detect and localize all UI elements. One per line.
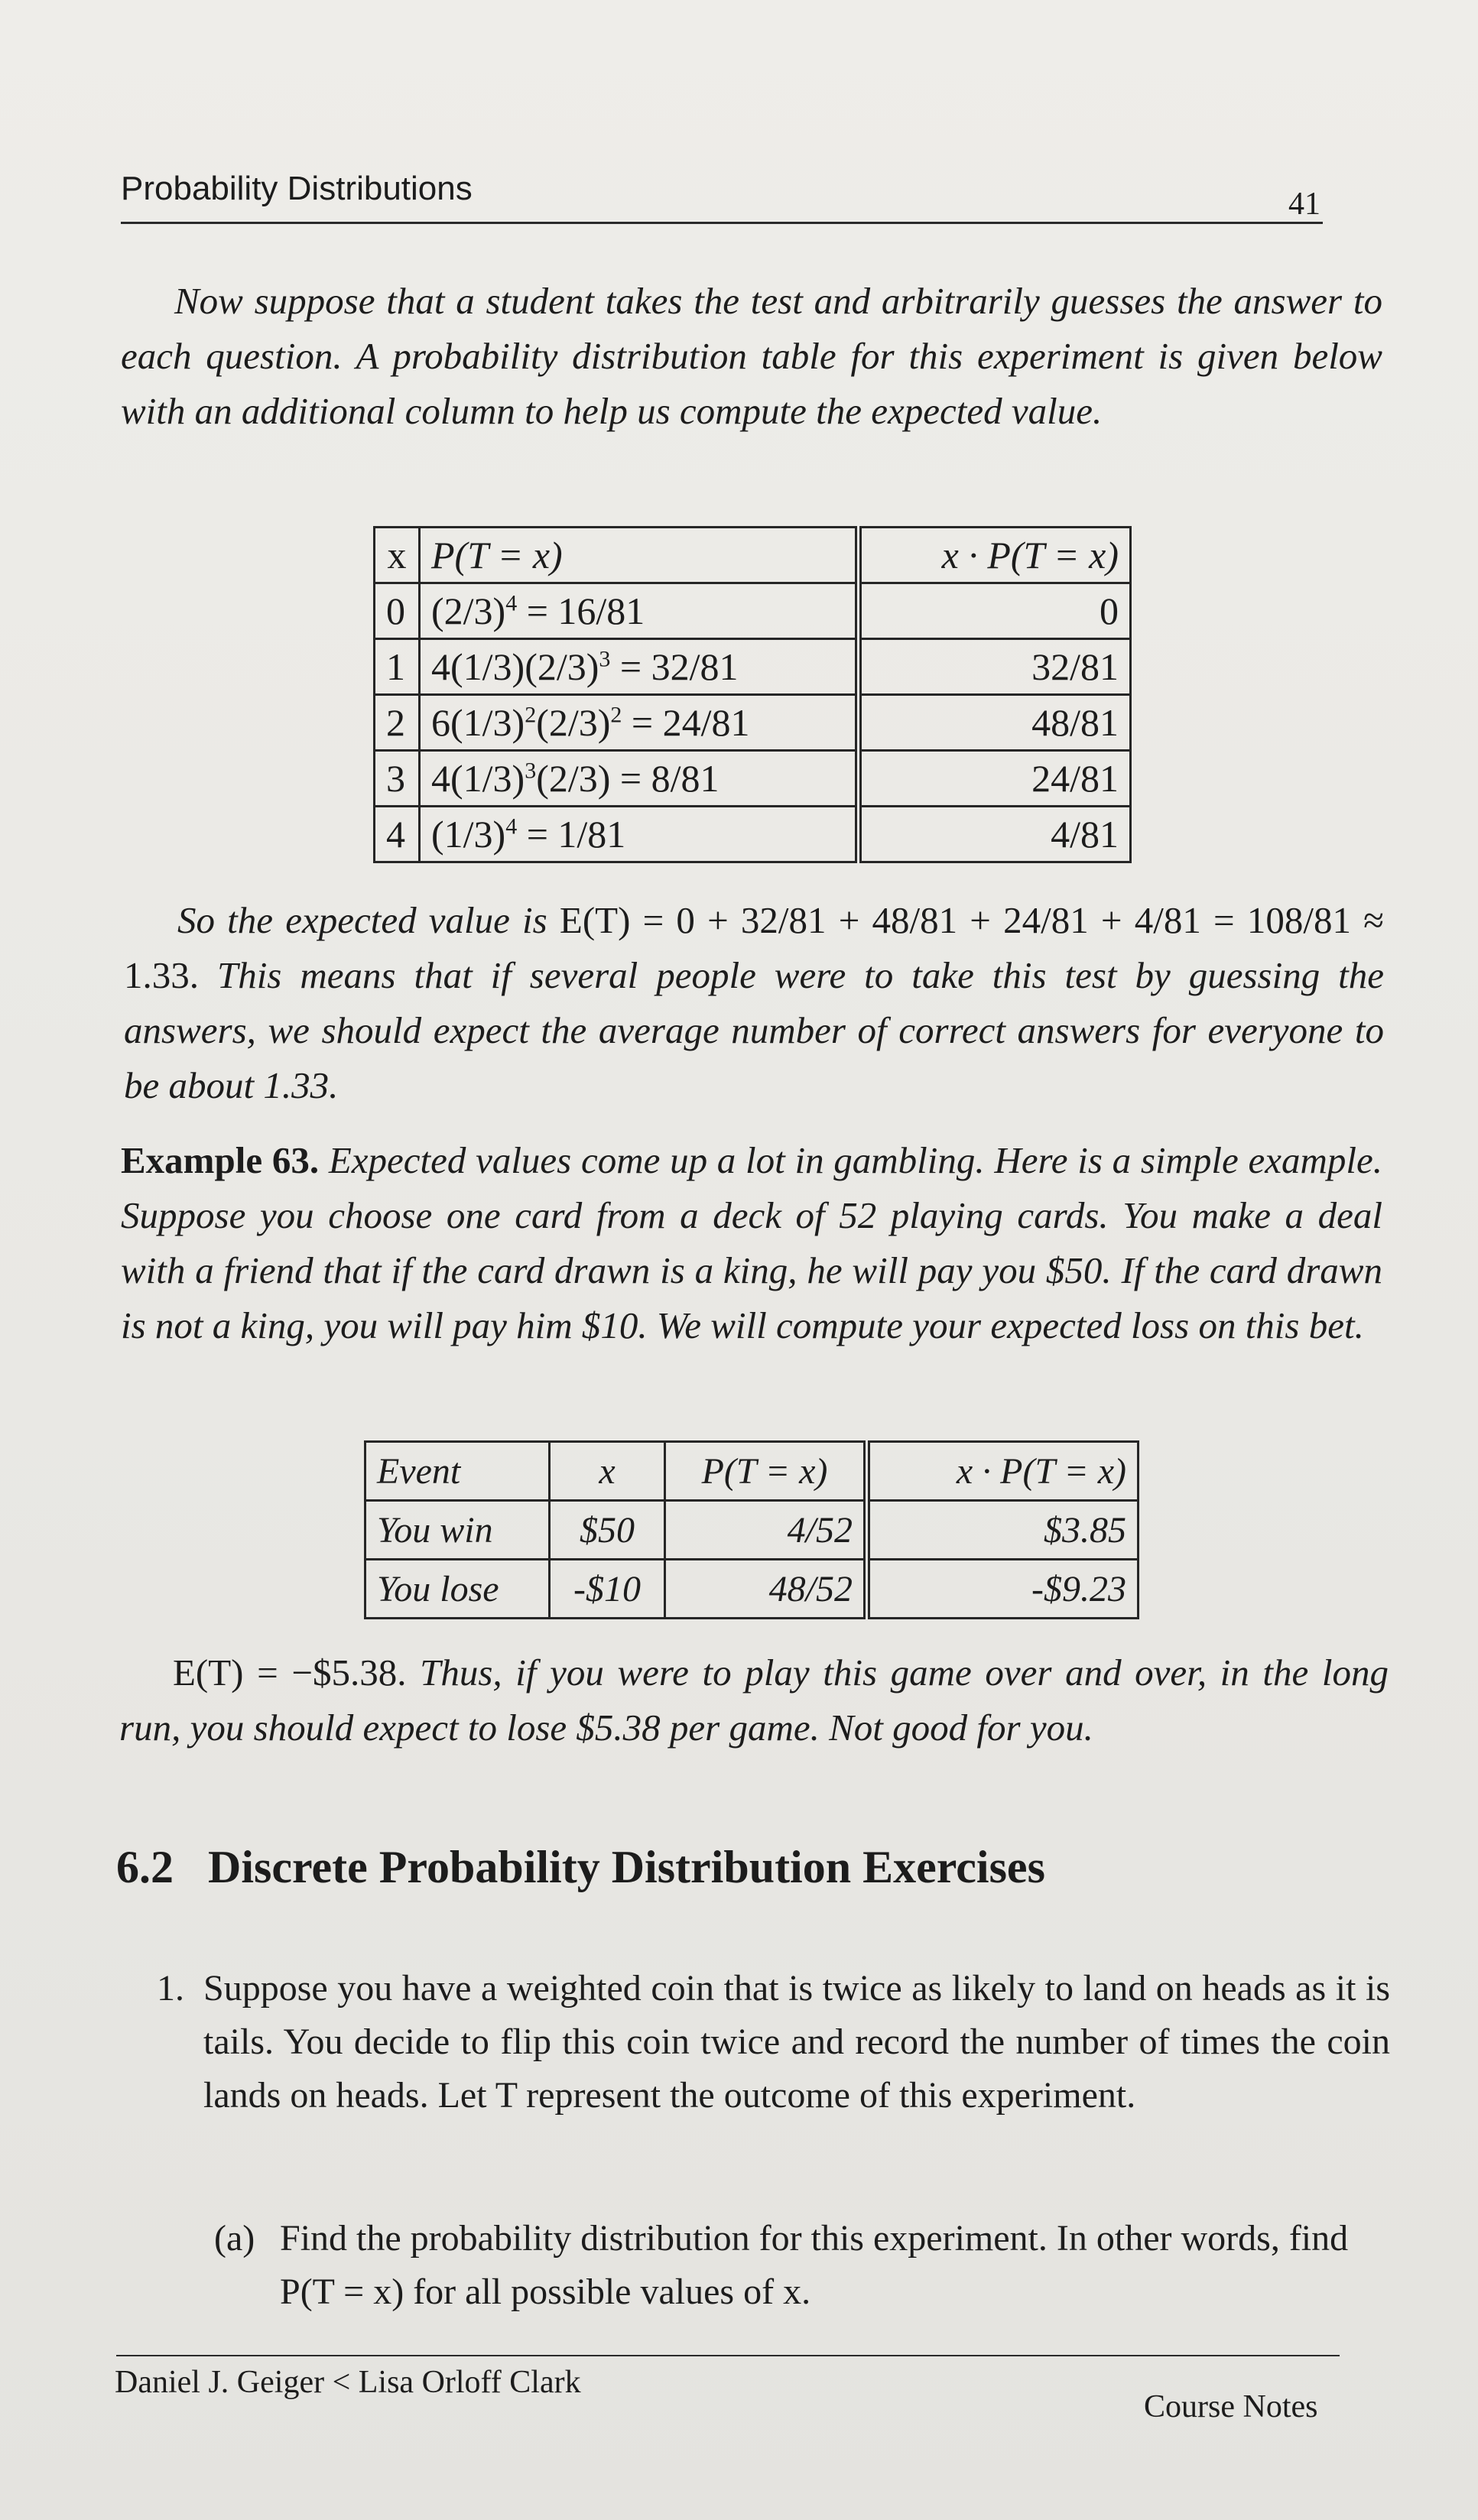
column-header-probability: P(T = x) <box>665 1442 867 1501</box>
gambling-table <box>364 1440 1139 1619</box>
table-row <box>375 807 1131 862</box>
cell-probability: 4/52 <box>665 1501 867 1560</box>
cell-event: You win <box>365 1501 550 1560</box>
intro-paragraph: Now suppose that a student takes the test and arbitrarily guesses the answer to each question. A probability distribution table for this experiment is given below with an additional column to help us compute the expected value. <box>121 280 1382 432</box>
cell-probability: $4(1/3)(2/3)^3 = 32/81$ <box>420 639 859 695</box>
section-title: Discrete Probability Distribution Exercises <box>208 1842 1045 1892</box>
cell-event: You lose <box>365 1560 550 1619</box>
cell-x: $50 <box>550 1501 665 1560</box>
running-header-title: Probability Distributions <box>121 170 473 207</box>
cell-x: -$10 <box>550 1560 665 1619</box>
table-row <box>375 583 1131 639</box>
conclusion-paragraph: E(T) = −$5.38. Thus, if you were to play this game over and over, in the long run, you should expect to lose $5.38 per game. Not good for you. <box>119 1651 1389 1749</box>
distribution-table <box>373 526 1132 863</box>
column-header-x: x <box>375 528 420 583</box>
cell-probability: $(1/3)^4 = 1/81$ <box>420 807 859 862</box>
table-row <box>365 1501 1139 1560</box>
cell-x-times-probability: 0 <box>859 583 1131 639</box>
table-row <box>365 1560 1139 1619</box>
column-header-event: Event <box>365 1442 550 1501</box>
table-row <box>375 695 1131 751</box>
column-header-probability: P(T = x) <box>420 528 859 583</box>
expected-loss-formula: E(T) = −$5.38. <box>173 1651 407 1694</box>
page-number: 41 <box>1288 187 1320 222</box>
table-row <box>375 639 1131 695</box>
section-heading <box>116 1841 1045 1894</box>
cell-x: 4 <box>375 807 420 862</box>
table-row <box>375 751 1131 807</box>
cell-x-times-probability: $3.85 <box>867 1501 1139 1560</box>
cell-x-times-probability: -$9.23 <box>867 1560 1139 1619</box>
column-header-x-times-probability: x · P(T = x) <box>859 528 1131 583</box>
expected-value-formula: E(T) = 0 + 32/81 + 48/81 + 24/81 + 4/81 = 108/81 ≈ 1.33. <box>124 899 1385 996</box>
cell-x-times-probability: 32/81 <box>859 639 1131 695</box>
example-label: Example 63. <box>121 1139 320 1181</box>
column-header-x-times-probability: x · P(T = x) <box>867 1442 1139 1501</box>
footer-rule <box>116 2355 1340 2356</box>
footer-course-notes: Course Notes <box>1144 2389 1318 2424</box>
expected-value-paragraph: So the expected value is E(T) = 0 + 32/81 + 48/81 + 24/81 + 4/81 = 108/81 ≈ 1.33. This means that if several people were to take this test by guessing the answers, we should expect the average number of correct answers for everyone to be about 1.33. <box>124 899 1385 1106</box>
cell-x: 2 <box>375 695 420 751</box>
column-header-x: x <box>550 1442 665 1501</box>
cell-probability: $(2/3)^4 = 16/81$ <box>420 583 859 639</box>
example-paragraph: Example 63. Expected values come up a lot in gambling. Here is a simple example. Suppose you choose one card from a deck of 52 playing cards. You make a deal with a friend that if the card drawn is a king, he will pay you $50. If the card drawn is not a king, you will pay him $10. We will compute your expected loss on this bet. <box>121 1139 1382 1346</box>
part-a-text: Find the probability distribution for this experiment. In other words, find P(T = x) for all possible values of x. <box>280 2218 1349 2312</box>
cell-x: 1 <box>375 639 420 695</box>
exercise-number: 1. <box>157 1968 184 2009</box>
exercise-text: Suppose you have a weighted coin that is twice as likely to land on heads as it is tails. You decide to flip this coin twice and record the number of times the coin lands on heads. Let T represent the outcome of this experiment. <box>203 1968 1390 2116</box>
cell-x-times-probability: 48/81 <box>859 695 1131 751</box>
table-header-row <box>375 528 1131 583</box>
table-header-row <box>365 1442 1139 1501</box>
cell-x-times-probability: 24/81 <box>859 751 1131 807</box>
section-number: 6.2 <box>116 1842 174 1892</box>
cell-x: 3 <box>375 751 420 807</box>
cell-probability: $4(1/3)^3(2/3) = 8/81$ <box>420 751 859 807</box>
part-a-label: (a) <box>214 2218 255 2259</box>
cell-probability: 48/52 <box>665 1560 867 1619</box>
cell-probability: $6(1/3)^2(2/3)^2 = 24/81$ <box>420 695 859 751</box>
cell-x-times-probability: 4/81 <box>859 807 1131 862</box>
footer-authors: Daniel J. Geiger < Lisa Orloff Clark <box>115 2365 581 2400</box>
header-rule <box>121 222 1323 224</box>
cell-x: 0 <box>375 583 420 639</box>
